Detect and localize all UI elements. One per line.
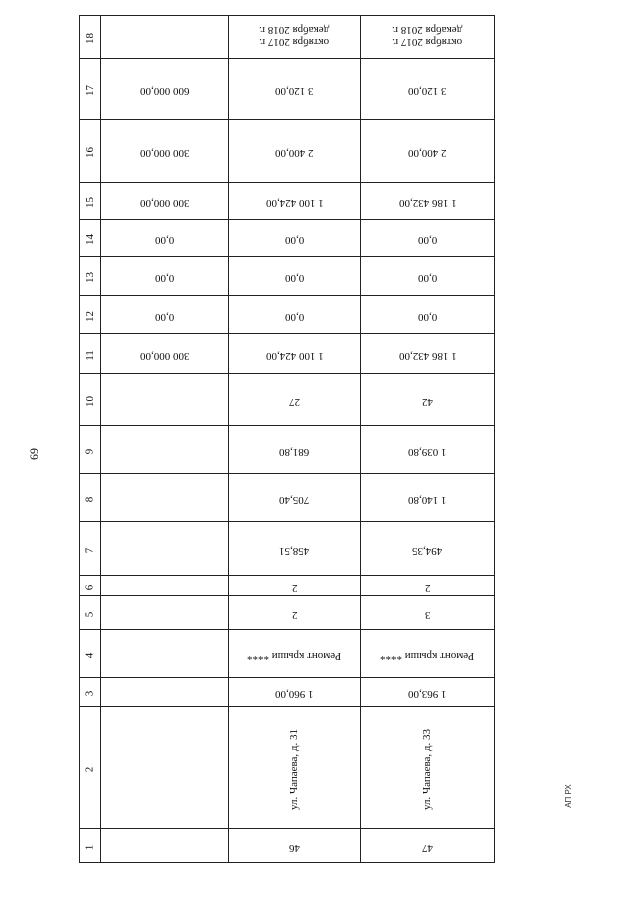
- value-cell: 0,00: [229, 296, 361, 334]
- table-row: [80, 576, 495, 596]
- value-cell: 3: [361, 596, 495, 630]
- value-cell: 1 963,00: [361, 678, 495, 707]
- value-cell: 2 400,00: [361, 120, 495, 183]
- total-cell: 300 000,00: [101, 183, 229, 220]
- value-cell: 27: [229, 374, 361, 426]
- column-number-cell: 5: [80, 596, 101, 630]
- column-number-cell: 13: [80, 257, 101, 296]
- period-cell: октября 2017 г. декабря 2018 г.: [229, 16, 361, 59]
- total-cell: [101, 630, 229, 678]
- total-cell: [101, 474, 229, 522]
- column-number-cell: 17: [80, 59, 101, 120]
- value-cell: 3 120,00: [229, 59, 361, 120]
- table-row: [80, 474, 495, 522]
- total-cell: [101, 707, 229, 829]
- value-cell: 2: [361, 576, 495, 596]
- table-row: [80, 16, 495, 59]
- table-row: [80, 522, 495, 576]
- total-cell: [101, 576, 229, 596]
- side-stamp: АП РХ: [564, 784, 573, 808]
- total-cell: 0,00: [101, 296, 229, 334]
- total-cell: [101, 522, 229, 576]
- value-cell: 1 960,00: [229, 678, 361, 707]
- table-row: [80, 120, 495, 183]
- total-cell: 0,00: [101, 257, 229, 296]
- value-cell: 681,80: [229, 426, 361, 474]
- row-number-cell: 47: [361, 829, 495, 863]
- column-number-cell: 8: [80, 474, 101, 522]
- column-number-cell: 3: [80, 678, 101, 707]
- value-cell: 0,00: [361, 220, 495, 257]
- address-cell: ул. Чапаева, д. 33: [361, 707, 495, 829]
- value-cell: 0,00: [361, 257, 495, 296]
- column-number-cell: 7: [80, 522, 101, 576]
- total-cell: [101, 426, 229, 474]
- value-cell: 1 100 424,00: [229, 183, 361, 220]
- table-row: [80, 596, 495, 630]
- value-cell: 2: [229, 576, 361, 596]
- value-cell: 1 140,80: [361, 474, 495, 522]
- column-number-cell: 12: [80, 296, 101, 334]
- table-row: [80, 829, 495, 863]
- total-cell: [101, 16, 229, 59]
- value-cell: 458,51: [229, 522, 361, 576]
- column-number-cell: 6: [80, 576, 101, 596]
- table-row: [80, 707, 495, 829]
- value-cell: 1 100 424,00: [229, 334, 361, 374]
- value-cell: 0,00: [229, 220, 361, 257]
- total-cell: 0,00: [101, 220, 229, 257]
- column-number-cell: 18: [80, 16, 101, 59]
- value-cell: 1 186 432,00: [361, 183, 495, 220]
- total-cell: 300 000,00: [101, 120, 229, 183]
- column-number-cell: 11: [80, 334, 101, 374]
- column-number-cell: 9: [80, 426, 101, 474]
- total-cell: [101, 678, 229, 707]
- value-cell: 0,00: [361, 296, 495, 334]
- total-cell: [101, 829, 229, 863]
- table-row: [80, 59, 495, 120]
- rotated-data-table: [79, 15, 495, 863]
- column-number-cell: 10: [80, 374, 101, 426]
- total-cell: 300 000,00: [101, 334, 229, 374]
- value-cell: 494,35: [361, 522, 495, 576]
- value-cell: 0,00: [229, 257, 361, 296]
- table-row: [80, 183, 495, 220]
- table-row: [80, 296, 495, 334]
- page-number: 69: [27, 448, 41, 460]
- table-row: [80, 334, 495, 374]
- column-number-cell: 1: [80, 829, 101, 863]
- work-type-cell: Ремонт крыши ****: [361, 630, 495, 678]
- value-cell: 42: [361, 374, 495, 426]
- column-number-cell: 16: [80, 120, 101, 183]
- table-row: [80, 374, 495, 426]
- total-cell: [101, 374, 229, 426]
- total-cell: [101, 596, 229, 630]
- work-type-cell: Ремонт крыши ****: [229, 630, 361, 678]
- column-number-cell: 15: [80, 183, 101, 220]
- total-cell: 600 000,00: [101, 59, 229, 120]
- table-row: [80, 426, 495, 474]
- address-cell: ул. Чапаева, д. 31: [229, 707, 361, 829]
- value-cell: 2: [229, 596, 361, 630]
- column-number-cell: 2: [80, 707, 101, 829]
- column-number-cell: 14: [80, 220, 101, 257]
- value-cell: 2 400,00: [229, 120, 361, 183]
- table-row: [80, 220, 495, 257]
- row-number-cell: 46: [229, 829, 361, 863]
- table-row: [80, 630, 495, 678]
- period-cell: октября 2017 г. декабря 2018 г.: [361, 16, 495, 59]
- value-cell: 1 039,80: [361, 426, 495, 474]
- table-row: [80, 257, 495, 296]
- value-cell: 1 186 432,00: [361, 334, 495, 374]
- value-cell: 3 120,00: [361, 59, 495, 120]
- value-cell: 705,40: [229, 474, 361, 522]
- column-number-cell: 4: [80, 630, 101, 678]
- table-row: [80, 678, 495, 707]
